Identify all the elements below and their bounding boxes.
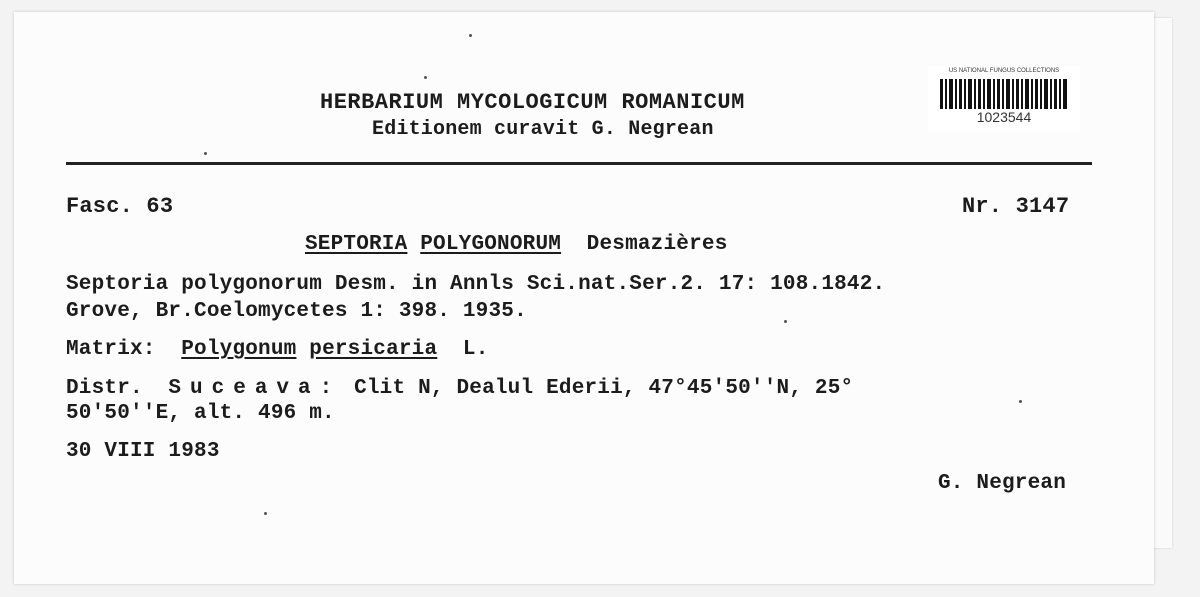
paper-speck: [469, 34, 472, 37]
host-epithet: persicaria: [309, 338, 438, 361]
header-divider: [66, 162, 1092, 165]
genus-name: SEPTORIA: [305, 233, 408, 256]
host-genus: Polygonum: [181, 338, 297, 361]
species-epithet: POLYGONORUM: [420, 233, 562, 256]
barcode-sticker: [928, 66, 1080, 132]
matrix-line: [66, 338, 489, 361]
paper-speck: [784, 320, 787, 323]
distribution-region: Suceava:: [168, 377, 342, 400]
collection-date: 30 VIII 1983: [66, 440, 220, 463]
fascicle-number: Fasc. 63: [66, 194, 174, 219]
exsiccata-number: Nr. 3147: [962, 194, 1070, 219]
paper-speck: [204, 152, 207, 155]
paper-speck: [1019, 400, 1022, 403]
barcode-icon: [940, 79, 1068, 109]
paper-speck: [424, 76, 427, 79]
distribution-label: Distr.: [66, 377, 143, 400]
distribution-line-2: 50'50''E, alt. 496 m.: [66, 402, 335, 425]
header-subtitle: Editionem curavit G. Negrean: [372, 118, 714, 141]
paper-speck: [264, 512, 267, 515]
host-author: L.: [462, 338, 489, 361]
matrix-label: Matrix:: [66, 338, 156, 361]
collector-name: G. Negrean: [938, 472, 1067, 495]
distribution-line-1: [66, 377, 853, 400]
barcode-institution: US NATIONAL FUNGUS COLLECTIONS: [948, 68, 1060, 74]
header-title: HERBARIUM MYCOLOGICUM ROMANICUM: [320, 90, 745, 115]
species-author: Desmazières: [586, 233, 728, 256]
barcode-number: 1023544: [976, 109, 1032, 125]
reference-line-1: Septoria polygonorum Desm. in Annls Sci.nat.Ser.2. 17: 108.1842.: [66, 273, 886, 296]
reference-line-2: Grove, Br.Coelomycetes 1: 398. 1935.: [66, 300, 527, 323]
species-name: [305, 233, 728, 256]
distribution-locality: Clit N, Dealul Ederii, 47°45'50''N, 25°: [354, 377, 854, 400]
